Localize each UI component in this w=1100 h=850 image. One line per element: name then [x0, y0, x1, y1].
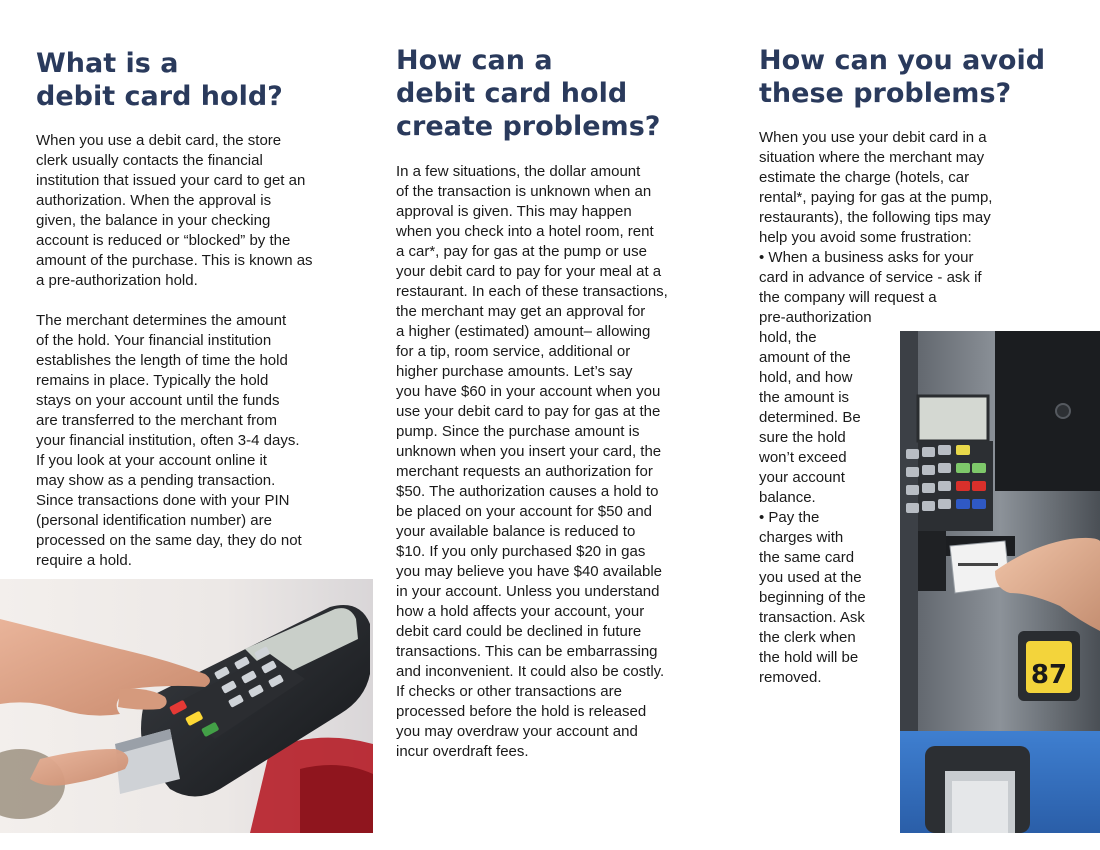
paragraph-line: a higher (estimated) amount– allowing [396, 323, 651, 340]
paragraph-line: you may believe you have $40 available [396, 563, 663, 580]
heading-line: these problems? [759, 78, 1012, 109]
paragraph-line: debit card could be declined in future [396, 623, 642, 640]
paragraph-line: pre-authorization [759, 309, 872, 326]
paragraph-line: higher purchase amounts. Let’s say [396, 363, 633, 380]
heading-create-problems [396, 44, 660, 143]
paragraph-line: the hold will be [759, 649, 859, 666]
paragraph-line: • When a business asks for your [759, 249, 974, 266]
paragraph-line: sure the hold [759, 429, 846, 446]
paragraph-line: Since transactions done with your PIN [36, 492, 290, 509]
paragraph-line: (personal identification number) are [36, 512, 272, 529]
paragraph-line: the clerk when [759, 629, 856, 646]
paragraph-line: in your account. Unless you understand [396, 583, 660, 600]
paragraph-line: the company will request a [759, 289, 937, 306]
paragraph-line: incur overdraft fees. [396, 743, 529, 760]
paragraph-line: charges with [759, 529, 844, 546]
paragraph-line: you used at the [759, 569, 862, 586]
paragraph-line: $50. The authorization causes a hold to [396, 483, 659, 500]
paragraph-line: amount of the [759, 349, 851, 366]
paragraph-line: beginning of the [759, 589, 866, 606]
paragraph-line: institution that issued your card to get an [36, 172, 306, 189]
paragraph-line: a pre-authorization hold. [36, 272, 198, 289]
paragraph-line: If you look at your account online it [36, 452, 267, 469]
paragraph-line: given, the balance in your checking [36, 212, 271, 229]
paragraph-line: hold, and how [759, 369, 853, 386]
paragraph-line: removed. [759, 669, 822, 686]
paragraph-line: your account [759, 469, 845, 486]
paragraph-line: merchant requests an authorization for [396, 463, 653, 480]
paragraph-line: and inconvenient. It could also be costly. [396, 663, 665, 680]
paragraph-line: authorization. When the approval is [36, 192, 272, 209]
paragraph-create-problems [396, 162, 668, 762]
paragraph-line: the same card [759, 549, 855, 566]
paragraph-line: estimate the charge (hotels, car [759, 169, 970, 186]
paragraph-line: • Pay the [759, 509, 820, 526]
paragraph-line: pump. Since the purchase amount is [396, 423, 640, 440]
paragraph-line: how a hold affects your account, your [396, 603, 645, 620]
paragraph-line: you have $60 in your account when you [396, 383, 661, 400]
paragraph-line: remains in place. Typically the hold [36, 372, 269, 389]
paragraph-line: for a tip, room service, additional or [396, 343, 631, 360]
heading-what-is-hold [36, 47, 283, 113]
paragraph-line: may show as a pending transaction. [36, 472, 276, 489]
paragraph-line: of the transaction is unknown when an [396, 183, 652, 200]
paragraph-line: $10. If you only purchased $20 in gas [396, 543, 646, 560]
heading-line: How can a [396, 45, 553, 76]
paragraph-line: you may overdraw your account and [396, 723, 638, 740]
paragraph-line: of the hold. Your financial institution [36, 332, 272, 349]
paragraph-line: won’t exceed [759, 449, 847, 466]
heading-line: What is a [36, 48, 179, 79]
paragraph-line: restaurant. In each of these transactions, [396, 283, 668, 300]
paragraph-line: establishes the length of time the hold [36, 352, 288, 369]
paragraph-line: If checks or other transactions are [396, 683, 622, 700]
paragraph-line: When you use your debit card in a [759, 129, 987, 146]
paragraph-line: help you avoid some frustration: [759, 229, 972, 246]
paragraph-what-is-hold-1 [36, 131, 313, 291]
paragraph-line: use your debit card to pay for gas at the [396, 403, 661, 420]
paragraph-line: rental*, paying for gas at the pump, [759, 189, 993, 206]
paragraph-line: hold, the [759, 329, 817, 346]
paragraph-line: determined. Be [759, 409, 861, 426]
paragraph-line: be placed on your account for $50 and [396, 503, 653, 520]
paragraph-line: are transferred to the merchant from [36, 412, 277, 429]
heading-line: How can you avoid [759, 45, 1046, 76]
paragraph-line: account is reduced or “blocked” by the [36, 232, 291, 249]
paragraph-line: balance. [759, 489, 816, 506]
paragraph-line: In a few situations, the dollar amount [396, 163, 641, 180]
heading-line: debit card hold? [36, 81, 283, 112]
paragraph-line: stays on your account until the funds [36, 392, 280, 409]
paragraph-line: approval is given. This may happen [396, 203, 632, 220]
paragraph-line: transactions. This can be embarrassing [396, 643, 658, 660]
paragraph-line: restaurants), the following tips may [759, 209, 991, 226]
paragraph-line: The merchant determines the amount [36, 312, 287, 329]
heading-avoid-problems [759, 44, 1045, 110]
paragraph-line: your debit card to pay for your meal at a [396, 263, 662, 280]
paragraph-line: unknown when you insert your card, the [396, 443, 662, 460]
paragraph-line: situation where the merchant may [759, 149, 985, 166]
paragraph-line: processed on the same day, they do not [36, 532, 302, 549]
heading-line: debit card hold [396, 78, 628, 109]
paragraph-line: your available balance is reduced to [396, 523, 636, 540]
paragraph-line: when you check into a hotel room, rent [396, 223, 654, 240]
paragraph-line: your financial institution, often 3-4 days. [36, 432, 300, 449]
heading-line: create problems? [396, 111, 661, 142]
paragraph-line: card in advance of service - ask if [759, 269, 982, 286]
pump-number: 87 [1030, 660, 1068, 690]
paragraph-what-is-hold-2 [36, 311, 302, 571]
paragraph-line: processed before the hold is released [396, 703, 647, 720]
paragraph-line: the amount is [759, 389, 850, 406]
gas-pump-photo [900, 331, 1100, 833]
paragraph-line: clerk usually contacts the financial [36, 152, 263, 169]
card-terminal-photo [0, 579, 373, 833]
paragraph-line: require a hold. [36, 552, 132, 569]
paragraph-line: a car*, pay for gas at the pump or use [396, 243, 647, 260]
paragraph-line: the merchant may get an approval for [396, 303, 646, 320]
paragraph-line: transaction. Ask [759, 609, 865, 626]
paragraph-line: When you use a debit card, the store [36, 132, 282, 149]
paragraph-line: amount of the purchase. This is known as [36, 252, 313, 269]
